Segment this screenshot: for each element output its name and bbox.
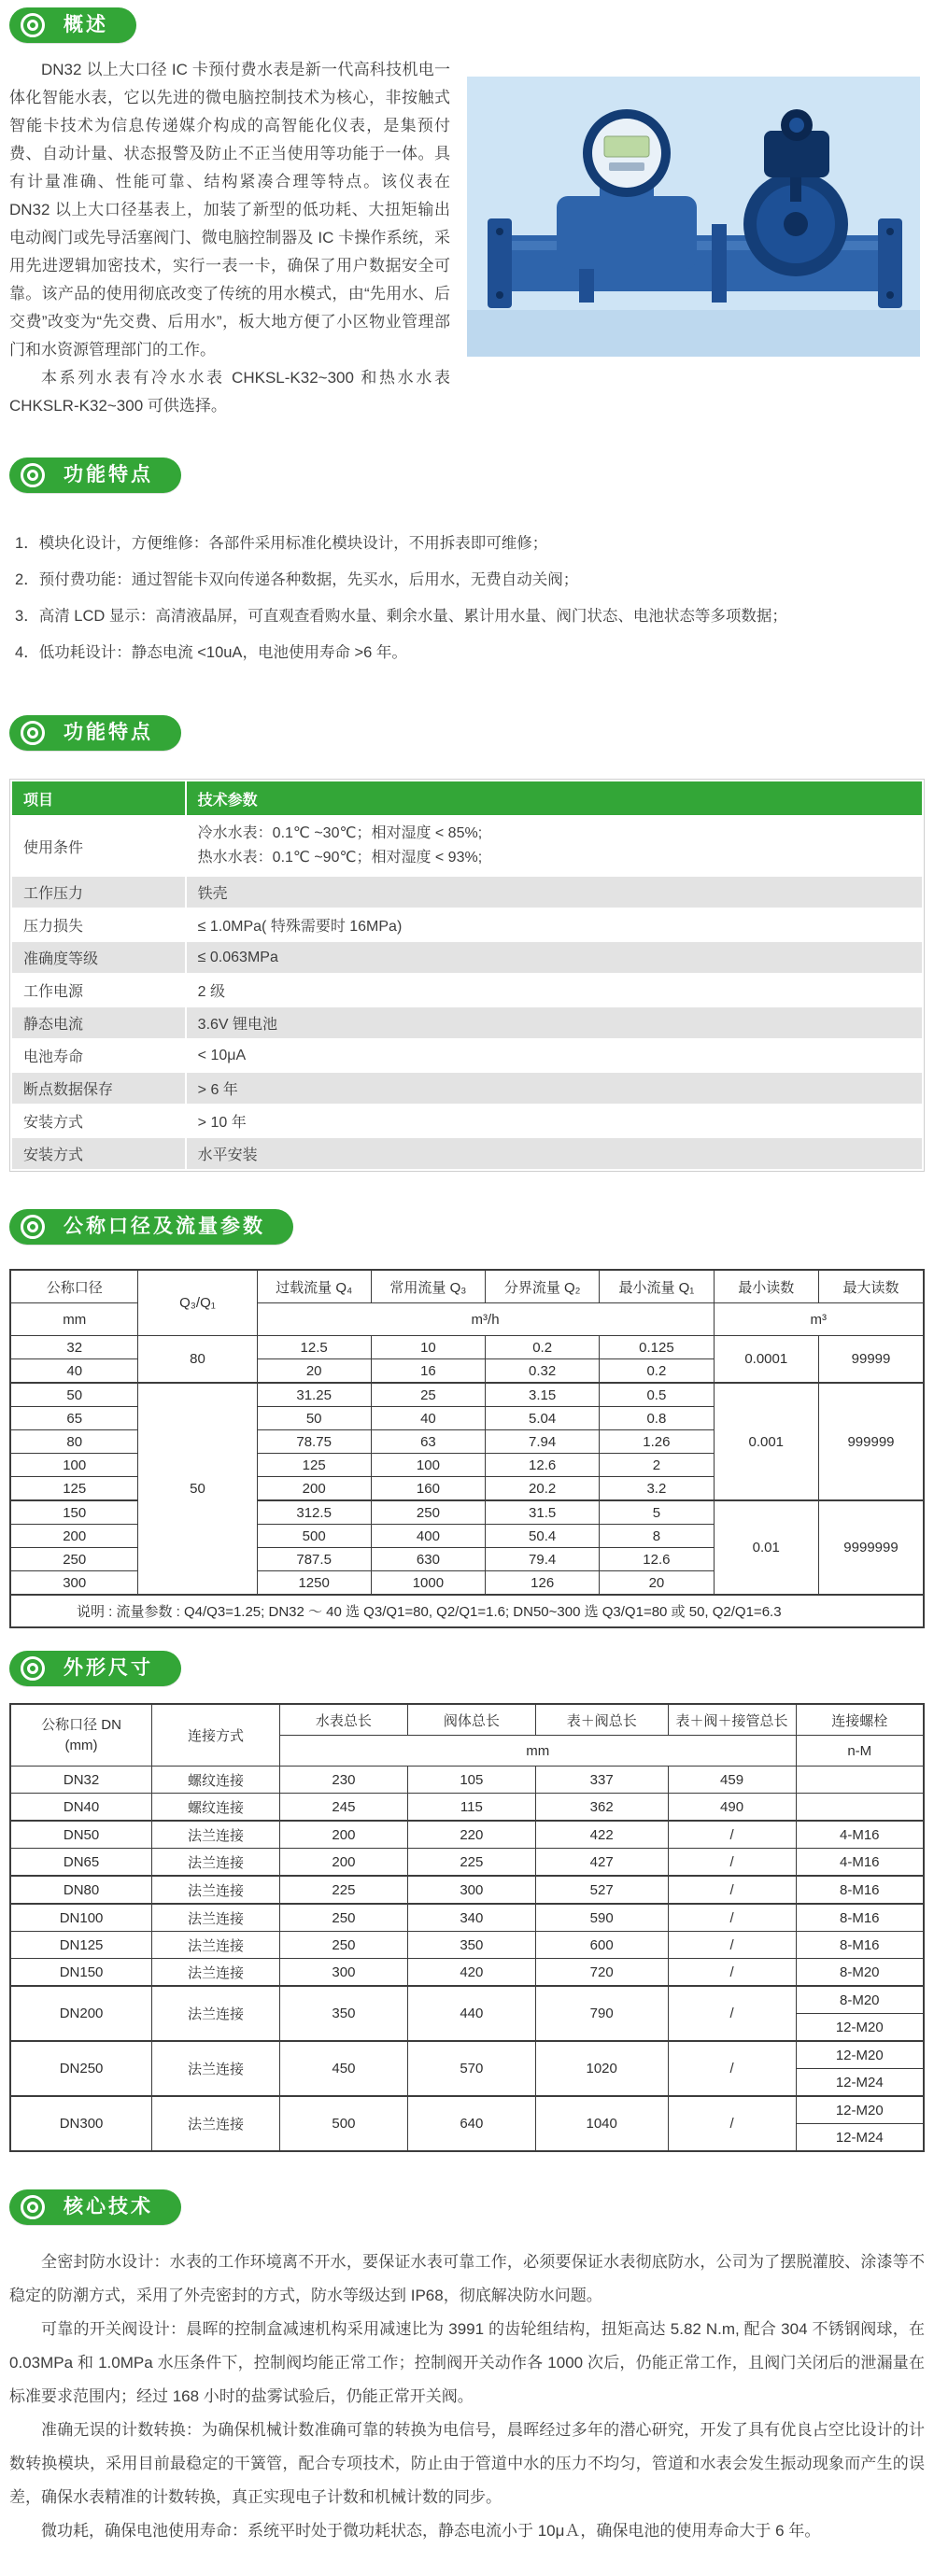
feature-item: 高清 LCD 显示：高清液晶屏，可直观查看购水量、剩余水量、累计用水量、阀门状态、电池状态等多项数据；: [38, 608, 787, 625]
table-row: [12, 975, 922, 1006]
core-tech-paragraph-3: 准确无误的计数转换：为确保机械计数准确可靠的转换为电信号，晨晖经过多年的潜心研究，开发了具有优良占空比设计的计数转换模块，采用目前最稳定的干簧管，配合专项技术，防止由于管道中水的压力不均匀，管道和水表会发生振动现象而产生的误差，确保水表精准的计数转换，真正实现电子计数和机械计数的同步。: [9, 2421, 925, 2506]
cell-q4: 50: [257, 1407, 371, 1430]
cell-valve-length: 220: [407, 1821, 535, 1849]
table-row: [12, 942, 922, 973]
feature-item: 低功耗设计：静态电流 <10uA，电池使用寿命 >6 年。: [38, 644, 407, 661]
bullseye-icon: [21, 721, 45, 745]
cell-q4: 312.5: [257, 1500, 371, 1525]
overview-paragraph-1: DN32 以上大口径 IC 卡预付费水表是新一代高科技机电一体化智能水表，它以先进的微电脑控制技术为核心，非按触式智能卡技术为信息传递媒介构成的高智能化仪表，是集预付费、自动计量、状态报警及防止不正当使用等功能于一体。具有计量准确、性能可靠、结构紧凑合理等特点。该仪表在 DN32 以上大口径基表上，加装了新型的低功耗、大扭矩输出电动阀门或先导活塞阀门、微电脑控制器及 IC 卡操作系统，采用先进逻辑加密技术，实行一表一卡，确保了用户数据安全可靠。该产品的使用彻底改变了传统的用水模式，由“先用水、后交费”改变为“先交费、后用水”，板大地方便了小区物业管理部门和水资源管理部门的工作。: [9, 61, 450, 359]
cell-valve-length: 115: [407, 1794, 535, 1822]
cell-meter-valve-pipe-length: 490: [668, 1794, 796, 1822]
cell-bolts: 12-M20: [796, 2096, 924, 2124]
cell-meter-valve-pipe-length: /: [668, 1876, 796, 1904]
bullseye-icon: [21, 13, 45, 37]
cell-meter-valve-length: 600: [535, 1932, 668, 1959]
cell-q4: 20: [257, 1359, 371, 1384]
cell-meter-length: 450: [279, 2041, 407, 2096]
col-header-meter-valve-length: 表＋阀总长: [535, 1704, 668, 1736]
section-pill-dimensions: [9, 1651, 181, 1686]
unit-bolts: n-M: [796, 1736, 924, 1767]
cell-q2: 79.4: [486, 1548, 600, 1571]
core-tech-paragraph-4: 微功耗，确保电池使用寿命：系统平时处于微功耗状态，静态电流小于 10μＡ，确保电池的使用寿命大于 6 年。: [41, 2522, 821, 2540]
param-label: 使用条件: [12, 817, 185, 875]
param-label: 断点数据保存: [12, 1073, 185, 1104]
cell-q4: 787.5: [257, 1548, 371, 1571]
table-row: [10, 1932, 924, 1959]
cell-q1: 12.6: [600, 1548, 714, 1571]
product-photo: [467, 77, 920, 357]
param-label: 工作电源: [12, 975, 185, 1006]
cell-valve-length: 570: [407, 2041, 535, 2096]
table-row: [12, 909, 922, 940]
cell-q1: 2: [600, 1454, 714, 1477]
cell-q1: 0.8: [600, 1407, 714, 1430]
bullseye-icon-inner: [27, 1221, 38, 1232]
cell-bolts: 8-M16: [796, 1904, 924, 1932]
cell-bolts: [796, 1794, 924, 1822]
cell-dn: DN250: [10, 2041, 152, 2096]
tech-params-table: [9, 779, 925, 1172]
cell-meter-valve-pipe-length: /: [668, 1904, 796, 1932]
cell-meter-valve-length: 1040: [535, 2096, 668, 2151]
tech-params-section-title: 功能特点: [64, 721, 153, 743]
param-label: 静态电流: [12, 1007, 185, 1038]
table-note-row: [10, 1595, 924, 1627]
table-row: [10, 1336, 924, 1359]
cell-meter-valve-pipe-length: /: [668, 2096, 796, 2151]
cell-meter-valve-pipe-length: /: [668, 1986, 796, 2041]
bullseye-icon-inner: [27, 727, 38, 739]
param-value: < 10μA: [187, 1040, 922, 1071]
cell-meter-length: 245: [279, 1794, 407, 1822]
cell-q4: 200: [257, 1477, 371, 1501]
param-label: 安装方式: [12, 1105, 185, 1136]
unit-length: mm: [279, 1736, 796, 1767]
cell-dn: 65: [10, 1407, 138, 1430]
section-pill-overview: [9, 7, 136, 43]
cell-q2: 7.94: [486, 1430, 600, 1454]
section-pill-features: [9, 457, 181, 493]
feature-item: 预付费功能：通过智能卡双向传递各种数据，先买水，后用水，无费自动关阀；: [38, 571, 579, 588]
param-value: 3.6V 锂电池: [187, 1007, 922, 1038]
param-value: 2 级: [187, 975, 922, 1006]
cell-dn: DN80: [10, 1876, 152, 1904]
col-header-bolts: 连接螺栓: [796, 1704, 924, 1736]
cell-meter-length: 250: [279, 1932, 407, 1959]
unit-flow: m³/h: [257, 1303, 714, 1336]
cell-connection: 法兰连接: [152, 1821, 280, 1849]
param-label: 电池寿命: [12, 1040, 185, 1071]
cell-meter-valve-length: 427: [535, 1849, 668, 1877]
cell-q4: 78.75: [257, 1430, 371, 1454]
cell-dn: DN200: [10, 1986, 152, 2041]
col-header-meter-length: 水表总长: [279, 1704, 407, 1736]
cell-valve-length: 225: [407, 1849, 535, 1877]
col-header-q3q1: Q₃/Q₁: [138, 1270, 257, 1336]
cell-q3: 25: [371, 1383, 485, 1407]
bullseye-icon-inner: [27, 470, 38, 481]
cell-meter-valve-pipe-length: /: [668, 1932, 796, 1959]
cell-bolts: 4-M16: [796, 1821, 924, 1849]
water-meter-illustration: [467, 77, 920, 357]
cell-dn: DN100: [10, 1904, 152, 1932]
cell-connection: 法兰连接: [152, 1932, 280, 1959]
dimensions-table: [9, 1703, 925, 2152]
table-row: [10, 1794, 924, 1822]
cell-q4: 500: [257, 1525, 371, 1548]
table-row: [10, 1959, 924, 1987]
cell-connection: 法兰连接: [152, 1986, 280, 2041]
cell-dn: DN300: [10, 2096, 152, 2151]
cell-meter-length: 230: [279, 1767, 407, 1794]
cell-min-reading: 0.001: [714, 1383, 818, 1500]
cell-valve-length: 105: [407, 1767, 535, 1794]
col-header-max-reading: 最大读数: [819, 1270, 925, 1303]
cell-q3: 630: [371, 1548, 485, 1571]
table-row: [10, 1986, 924, 2014]
cell-bolts: 12-M24: [796, 2069, 924, 2097]
param-label: 压力损失: [12, 909, 185, 940]
cell-bolts: 12-M20: [796, 2041, 924, 2069]
cell-dn: DN65: [10, 1849, 152, 1877]
cell-meter-valve-length: 790: [535, 1986, 668, 2041]
cell-q1: 0.125: [600, 1336, 714, 1359]
table-row: [12, 877, 922, 908]
table-row: [12, 1073, 922, 1104]
col-header-q4: 过载流量 Q₄: [257, 1270, 371, 1303]
cell-q3: 250: [371, 1500, 485, 1525]
cell-dn: DN40: [10, 1794, 152, 1822]
cell-dn: DN32: [10, 1767, 152, 1794]
cell-meter-valve-length: 527: [535, 1876, 668, 1904]
cell-q2: 0.32: [486, 1359, 600, 1384]
section-pill-tech-params: [9, 715, 181, 751]
feature-list: [9, 532, 925, 664]
cell-meter-valve-pipe-length: /: [668, 1849, 796, 1877]
cell-meter-valve-length: 720: [535, 1959, 668, 1987]
cell-meter-valve-length: 590: [535, 1904, 668, 1932]
cell-valve-length: 440: [407, 1986, 535, 2041]
cell-q4: 31.25: [257, 1383, 371, 1407]
flow-parameters-table: [9, 1269, 925, 1628]
cell-q4: 125: [257, 1454, 371, 1477]
cell-q3: 63: [371, 1430, 485, 1454]
cell-meter-length: 500: [279, 2096, 407, 2151]
cell-q2: 50.4: [486, 1525, 600, 1548]
table-header-row: [10, 1704, 924, 1736]
overview-paragraph-2: 本系列水表有冷水水表 CHKSL-K32~300 和热水水表 CHKSLR-K32~300 可供选择。: [9, 369, 450, 415]
col-header-meter-valve-pipe-length: 表＋阀＋接管总长: [668, 1704, 796, 1736]
cell-q1: 0.2: [600, 1359, 714, 1384]
cell-dn: DN125: [10, 1932, 152, 1959]
cell-connection: 法兰连接: [152, 1876, 280, 1904]
cell-dn: 80: [10, 1430, 138, 1454]
cell-max-reading: 999999: [819, 1383, 925, 1500]
cell-connection: 法兰连接: [152, 1904, 280, 1932]
cell-valve-length: 300: [407, 1876, 535, 1904]
cell-meter-valve-length: 362: [535, 1794, 668, 1822]
cell-bolts: 8-M16: [796, 1932, 924, 1959]
overview-text: [9, 56, 450, 420]
col-header-q1: 最小流量 Q₁: [600, 1270, 714, 1303]
bullseye-icon-inner: [27, 2202, 38, 2213]
cell-meter-valve-length: 1020: [535, 2041, 668, 2096]
cell-connection: 法兰连接: [152, 2096, 280, 2151]
dimensions-section-title: 外形尺寸: [64, 1656, 153, 1679]
cell-meter-length: 200: [279, 1849, 407, 1877]
cell-bolts: 8-M20: [796, 1986, 924, 2014]
cell-q3: 40: [371, 1407, 485, 1430]
table-row: [12, 1040, 922, 1071]
cell-q2: 126: [486, 1571, 600, 1596]
cell-dn: 50: [10, 1383, 138, 1407]
table-header-row: [10, 1270, 924, 1303]
cell-bolts: 4-M16: [796, 1849, 924, 1877]
cell-dn: 125: [10, 1477, 138, 1501]
bullseye-icon-inner: [27, 20, 38, 31]
table-row: [10, 1849, 924, 1877]
cell-dn: 200: [10, 1525, 138, 1548]
bullseye-icon: [21, 2195, 45, 2219]
col-header-dn-line2: (mm): [64, 1737, 98, 1753]
cell-bolts: 8-M20: [796, 1959, 924, 1987]
cell-connection: 法兰连接: [152, 2041, 280, 2096]
param-value: 水平安装: [187, 1138, 922, 1169]
col-header-dn: 公称口径: [10, 1270, 138, 1303]
unit-reading: m³: [714, 1303, 924, 1336]
cell-q3q1-group: 80: [138, 1336, 257, 1384]
core-tech-paragraph-1: 全密封防水设计：水表的工作环境离不开水，要保证水表可靠工作，必须要保证水表彻底防水，公司为了摆脱灌胶、涂漆等不稳定的防潮方式，采用了外壳密封的方式，防水等级达到 IP68，彻底解决防水问题。: [9, 2253, 925, 2304]
cell-q1: 20: [600, 1571, 714, 1596]
cell-dn: 32: [10, 1336, 138, 1359]
param-value: ≤ 1.0MPa( 特殊需要时 16MPa): [187, 909, 922, 940]
cell-q3: 160: [371, 1477, 485, 1501]
cell-q2: 5.04: [486, 1407, 600, 1430]
cell-meter-valve-pipe-length: /: [668, 1821, 796, 1849]
cell-q4: 1250: [257, 1571, 371, 1596]
cell-q1: 0.5: [600, 1383, 714, 1407]
bullseye-icon: [21, 463, 45, 487]
cell-dn: DN50: [10, 1821, 152, 1849]
col-header-min-reading: 最小读数: [714, 1270, 818, 1303]
table-row: [12, 1007, 922, 1038]
core-tech-section-title: 核心技术: [64, 2195, 153, 2217]
param-label: 准确度等级: [12, 942, 185, 973]
unit-dn: mm: [10, 1303, 138, 1336]
cell-q1: 8: [600, 1525, 714, 1548]
param-value: > 10 年: [187, 1105, 922, 1136]
table-row: [12, 817, 922, 875]
cell-q3: 400: [371, 1525, 485, 1548]
cell-meter-valve-pipe-length: 459: [668, 1767, 796, 1794]
col-header-dn-line1: 公称口径 DN: [41, 1716, 121, 1733]
cell-bolts: 12-M24: [796, 2124, 924, 2152]
features-section-title: 功能特点: [64, 463, 153, 486]
cell-bolts: 12-M20: [796, 2014, 924, 2042]
table-header-row: [12, 781, 922, 815]
cell-connection: 法兰连接: [152, 1849, 280, 1877]
cell-connection: 螺纹连接: [152, 1767, 280, 1794]
cell-q1: 3.2: [600, 1477, 714, 1501]
cell-meter-length: 200: [279, 1821, 407, 1849]
flow-section-title: 公称口径及流量参数: [64, 1215, 265, 1237]
cell-connection: 螺纹连接: [152, 1794, 280, 1822]
cell-max-reading: 9999999: [819, 1500, 925, 1595]
param-value: [187, 817, 922, 875]
table-row: [10, 2041, 924, 2069]
cell-min-reading: 0.0001: [714, 1336, 818, 1384]
cell-valve-length: 350: [407, 1932, 535, 1959]
feature-item: 模块化设计，方便维修：各部件采用标准化模块设计，不用拆表即可维修；: [38, 535, 548, 552]
cell-dn: 250: [10, 1548, 138, 1571]
cell-meter-length: 300: [279, 1959, 407, 1987]
col-header-connection: 连接方式: [152, 1704, 280, 1767]
cell-q2: 0.2: [486, 1336, 600, 1359]
param-value-line: 热水水表：0.1℃ ~90℃；相对湿度 < 93%;: [197, 850, 483, 866]
section-pill-core-tech: [9, 2189, 181, 2225]
cell-q2: 20.2: [486, 1477, 600, 1501]
cell-q2: 3.15: [486, 1383, 600, 1407]
cell-dn: 150: [10, 1500, 138, 1525]
cell-q3q1-group: 50: [138, 1383, 257, 1595]
col-header-value: 技术参数: [187, 781, 922, 815]
cell-meter-valve-length: 337: [535, 1767, 668, 1794]
flow-note: 说明 : 流量参数 : Q4/Q3=1.25; DN32 ～ 40 选 Q3/Q1=80, Q2/Q1=1.6; DN50~300 选 Q3/Q1=80 或 50, Q2/Q1=6.3: [10, 1595, 924, 1627]
bullseye-icon-inner: [27, 1663, 38, 1674]
cell-valve-length: 340: [407, 1904, 535, 1932]
cell-meter-length: 225: [279, 1876, 407, 1904]
table-row: [10, 1767, 924, 1794]
col-header-q2: 分界流量 Q₂: [486, 1270, 600, 1303]
cell-bolts: [796, 1767, 924, 1794]
cell-q3: 100: [371, 1454, 485, 1477]
table-row: [10, 1876, 924, 1904]
col-header-valve-length: 阀体总长: [407, 1704, 535, 1736]
bullseye-icon: [21, 1215, 45, 1239]
col-header-item: 项目: [12, 781, 185, 815]
table-row: [10, 1821, 924, 1849]
bullseye-icon: [21, 1656, 45, 1681]
cell-meter-length: 350: [279, 1986, 407, 2041]
table-row: [10, 2096, 924, 2124]
param-value: 铁壳: [187, 877, 922, 908]
param-value: > 6 年: [187, 1073, 922, 1104]
core-tech-section: [9, 2245, 925, 2548]
cell-meter-valve-pipe-length: /: [668, 2041, 796, 2096]
cell-q1: 1.26: [600, 1430, 714, 1454]
param-label: 安装方式: [12, 1138, 185, 1169]
overview-section: [9, 56, 925, 420]
overview-section-title: 概述: [64, 13, 108, 35]
param-label: 工作压力: [12, 877, 185, 908]
cell-meter-valve-length: 422: [535, 1821, 668, 1849]
param-value: ≤ 0.063MPa: [187, 942, 922, 973]
core-tech-paragraph-2: 可靠的开关阀设计：晨晖的控制盒减速机构采用减速比为 3991 的齿轮组结构，扭矩高达 5.82 N.m, 配合 304 不锈钢阀球，在 0.03MPa 和 1.0MPa 水压条件下，控制阀均能正常工作；控制阀开关动作各 1000 次后，仍能正常工作，且阀门关闭后的泄漏量在标准要求范围内；经过 168 小时的盐雾试验后，仍能正常开关阀。: [9, 2320, 925, 2405]
cell-q1: 5: [600, 1500, 714, 1525]
cell-valve-length: 640: [407, 2096, 535, 2151]
section-pill-flow: [9, 1209, 293, 1245]
table-row: [12, 1105, 922, 1136]
table-row: [10, 1904, 924, 1932]
cell-dn: 100: [10, 1454, 138, 1477]
cell-min-reading: 0.01: [714, 1500, 818, 1595]
col-header-q3: 常用流量 Q₃: [371, 1270, 485, 1303]
cell-dn: DN150: [10, 1959, 152, 1987]
cell-q3: 10: [371, 1336, 485, 1359]
cell-dn: 40: [10, 1359, 138, 1384]
cell-q3: 1000: [371, 1571, 485, 1596]
param-value-line: 冷水水表：0.1℃ ~30℃；相对湿度 < 85%;: [197, 825, 483, 841]
cell-valve-length: 420: [407, 1959, 535, 1987]
cell-max-reading: 99999: [819, 1336, 925, 1384]
cell-q2: 12.6: [486, 1454, 600, 1477]
cell-q2: 31.5: [486, 1500, 600, 1525]
cell-dn: 300: [10, 1571, 138, 1596]
table-row: [12, 1138, 922, 1169]
cell-meter-length: 250: [279, 1904, 407, 1932]
cell-connection: 法兰连接: [152, 1959, 280, 1987]
cell-bolts: 8-M16: [796, 1876, 924, 1904]
cell-q3: 16: [371, 1359, 485, 1384]
col-header-dn: [10, 1704, 152, 1767]
cell-q4: 12.5: [257, 1336, 371, 1359]
cell-meter-valve-pipe-length: /: [668, 1959, 796, 1987]
table-row: [10, 1383, 924, 1407]
